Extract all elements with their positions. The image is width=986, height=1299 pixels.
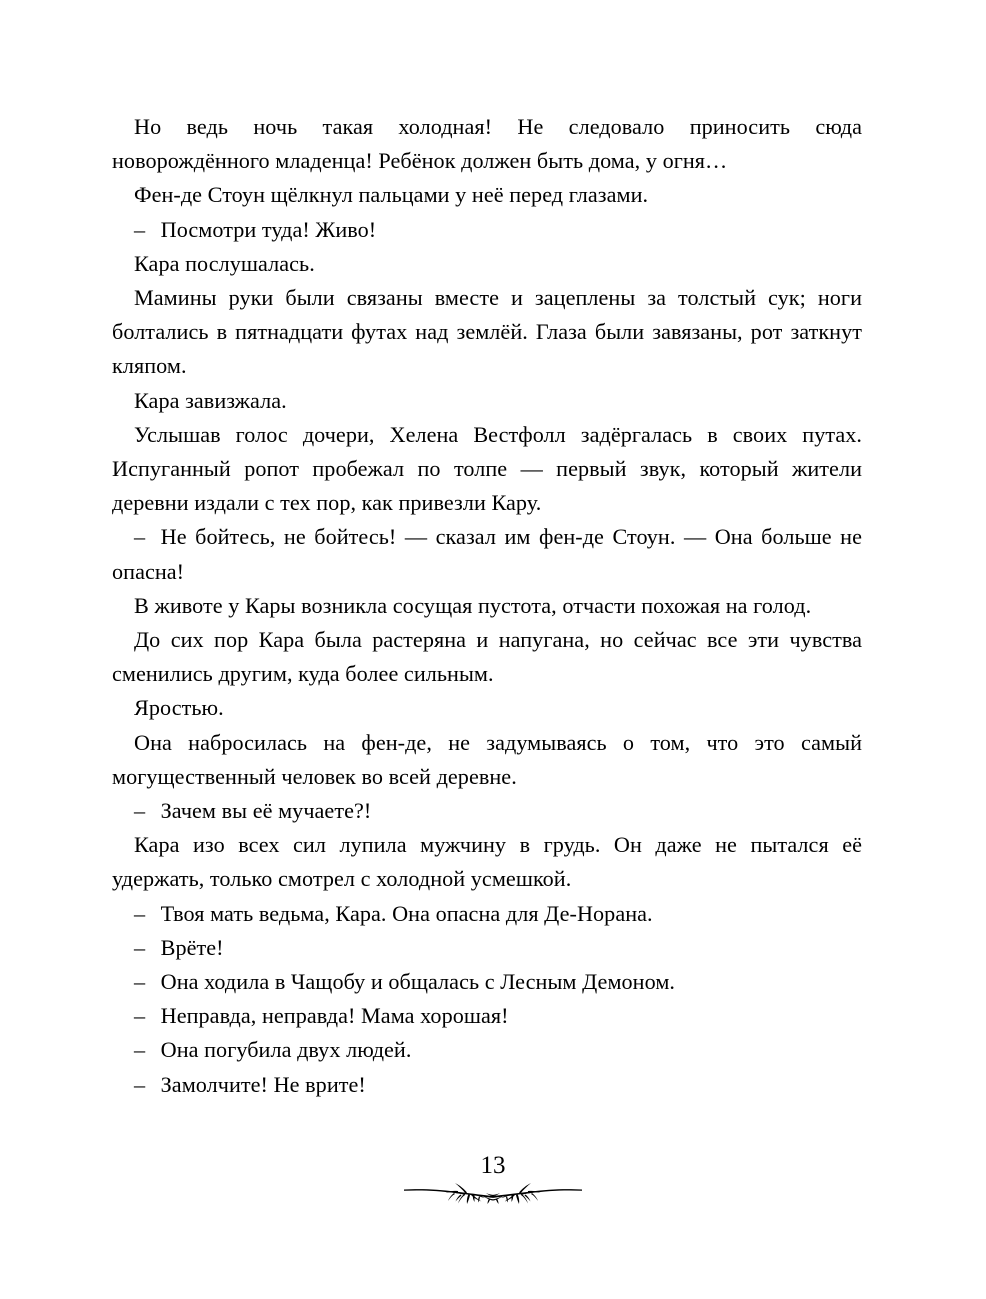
paragraph (112, 418, 862, 521)
dialogue-text: Посмотри туда! Живо! (160, 216, 377, 242)
paragraph (112, 691, 862, 725)
dialogue-dash: – (134, 1003, 146, 1029)
paragraph-text: Фен-де Стоун щёлкнул пальцами у неё перед глазами. (134, 182, 649, 208)
paragraph-text: Кара послушалась. (134, 250, 315, 276)
paragraph (112, 384, 862, 418)
paragraph (112, 623, 862, 691)
dialogue-dash: – (134, 216, 146, 242)
paragraph-text: Она набросилась на фен-де, не задумываясь о том, что это самый могущественный человек во всей деревне. (112, 729, 862, 789)
dialogue-line (112, 794, 862, 828)
dialogue-text: Она ходила в Чащобу и общалась с Лесным Демоном. (160, 969, 676, 995)
dialogue-dash: – (134, 798, 146, 824)
paragraph (112, 247, 862, 281)
dialogue-text: Замолчите! Не врите! (160, 1071, 366, 1097)
dialogue-text: Зачем вы её мучаете?! (160, 798, 372, 824)
dialogue-line (112, 213, 862, 247)
dialogue-dash: – (134, 969, 146, 995)
dialogue-line (112, 897, 862, 931)
paragraph-text: Мамины руки были связаны вместе и зацеплены за толстый сук; ноги болтались в пятнадцати футах над землёй. Глаза были завязаны, рот заткнут кляпом. (112, 285, 862, 379)
paragraph-text: В животе у Кары возникла сосущая пустота, отчасти похожая на голод. (134, 592, 812, 618)
page-footer (0, 1152, 986, 1208)
paragraph (112, 178, 862, 212)
dialogue-dash: – (134, 1071, 146, 1097)
paragraph-text: Кара завизжала. (134, 387, 287, 413)
dialogue-text: Неправда, неправда! Мама хорошая! (160, 1003, 509, 1029)
paragraph-text: Яростью. (134, 695, 224, 721)
dialogue-dash: – (134, 524, 146, 550)
dialogue-text: Твоя мать ведьма, Кара. Она опасна для Де-Норана. (160, 900, 653, 926)
dialogue-text: Врёте! (160, 934, 224, 960)
paragraph-text: Кара изо всех сил лупила мужчину в грудь. Он даже не пытался её удержать, только смотрел с холодной усмешкой. (112, 832, 862, 892)
dialogue-line (112, 965, 862, 999)
dialogue-text: Не бойтесь, не бойтесь! — сказал им фен-де Стоун. — Она больше не опасна! (112, 524, 862, 584)
paragraph (112, 828, 862, 896)
dialogue-dash: – (134, 934, 146, 960)
dialogue-line (112, 1033, 862, 1067)
page-number: 13 (480, 1152, 506, 1179)
paragraph-text: До сих пор Кара была растеряна и напугана, но сейчас все эти чувства сменились другим, куда более сильным. (112, 627, 862, 687)
dialogue-text: Она погубила двух людей. (160, 1037, 412, 1063)
paragraph (112, 281, 862, 384)
dialogue-dash: – (134, 1037, 146, 1063)
paragraph-text: Но ведь ночь такая холодная! Не следовало приносить сюда новорождённого младенца! Ребёнок должен быть дома, у огня… (112, 114, 862, 174)
paragraph (112, 726, 862, 794)
dialogue-dash: – (134, 900, 146, 926)
dialogue-line (112, 1068, 862, 1102)
dialogue-line (112, 931, 862, 965)
page-text-block (112, 110, 862, 1102)
dialogue-line (112, 999, 862, 1033)
paragraph (112, 589, 862, 623)
paragraph (112, 110, 862, 178)
dialogue-line (112, 520, 862, 588)
paragraph-text: Услышав голос дочери, Хелена Вестфолл задёргалась в своих путах. Испуганный ропот пробежал по толпе — первый звук, который жители деревни издали с тех пор, как привезли Кару. (112, 421, 862, 516)
